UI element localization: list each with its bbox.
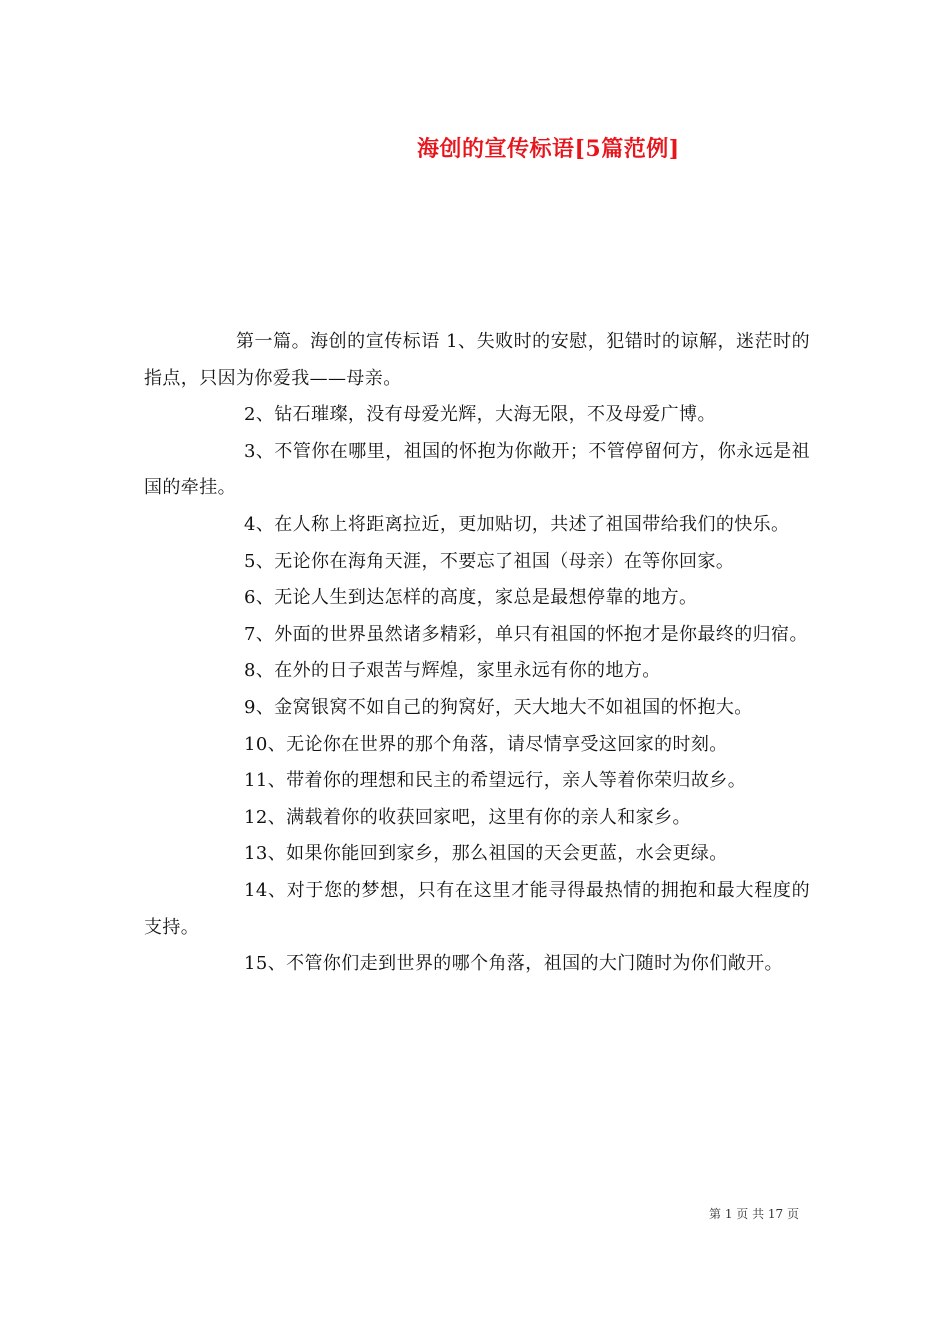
paragraph: 8、在外的日子艰苦与辉煌，家里永远有你的地方。 xyxy=(244,660,661,682)
paragraph: 4、在人称上将距离拉近，更加贴切，共述了祖国带给我们的快乐。 xyxy=(244,513,790,535)
document-body xyxy=(144,324,810,983)
paragraph: 13、如果你能回到家乡，那么祖国的天会更蓝，水会更绿。 xyxy=(244,843,728,865)
paragraph: 第一篇。海创的宣传标语 1、失败时的安慰，犯错时的谅解，迷茫时的指点，只因为你爱我——母亲。 xyxy=(144,331,810,389)
paragraph: 12、满载着你的收获回家吧，这里有你的亲人和家乡。 xyxy=(244,806,691,828)
paragraph: 14、对于您的梦想，只有在这里才能寻得最热情的拥抱和最大程度的支持。 xyxy=(144,879,810,938)
paragraph: 5、无论你在海角天涯，不要忘了祖国（母亲）在等你回家。 xyxy=(244,550,735,572)
paragraph: 9、金窝银窝不如自己的狗窝好，天大地大不如祖国的怀抱大。 xyxy=(244,696,753,718)
paragraph: 10、无论你在世界的那个角落，请尽情享受这回家的时刻。 xyxy=(244,733,728,755)
page-title: 海创的宣传标语[5篇范例] xyxy=(417,136,680,162)
paragraph: 15、不管你们走到世界的哪个角落，祖国的大门随时为你们敞开。 xyxy=(244,953,783,975)
paragraph: 7、外面的世界虽然诸多精彩，单只有祖国的怀抱才是你最终的归宿。 xyxy=(244,623,808,645)
paragraph: 3、不管你在哪里，祖国的怀抱为你敞开；不管停留何方，你永远是祖国的牵挂。 xyxy=(144,440,810,499)
paragraph: 2、钻石璀璨，没有母爱光辉，大海无限，不及母爱广博。 xyxy=(244,404,716,426)
page-number: 第 1 页 共 17 页 xyxy=(709,1207,799,1221)
paragraph: 6、无论人生到达怎样的高度，家总是最想停靠的地方。 xyxy=(244,587,698,609)
paragraph: 11、带着你的理想和民主的希望远行，亲人等着你荣归故乡。 xyxy=(244,770,747,792)
